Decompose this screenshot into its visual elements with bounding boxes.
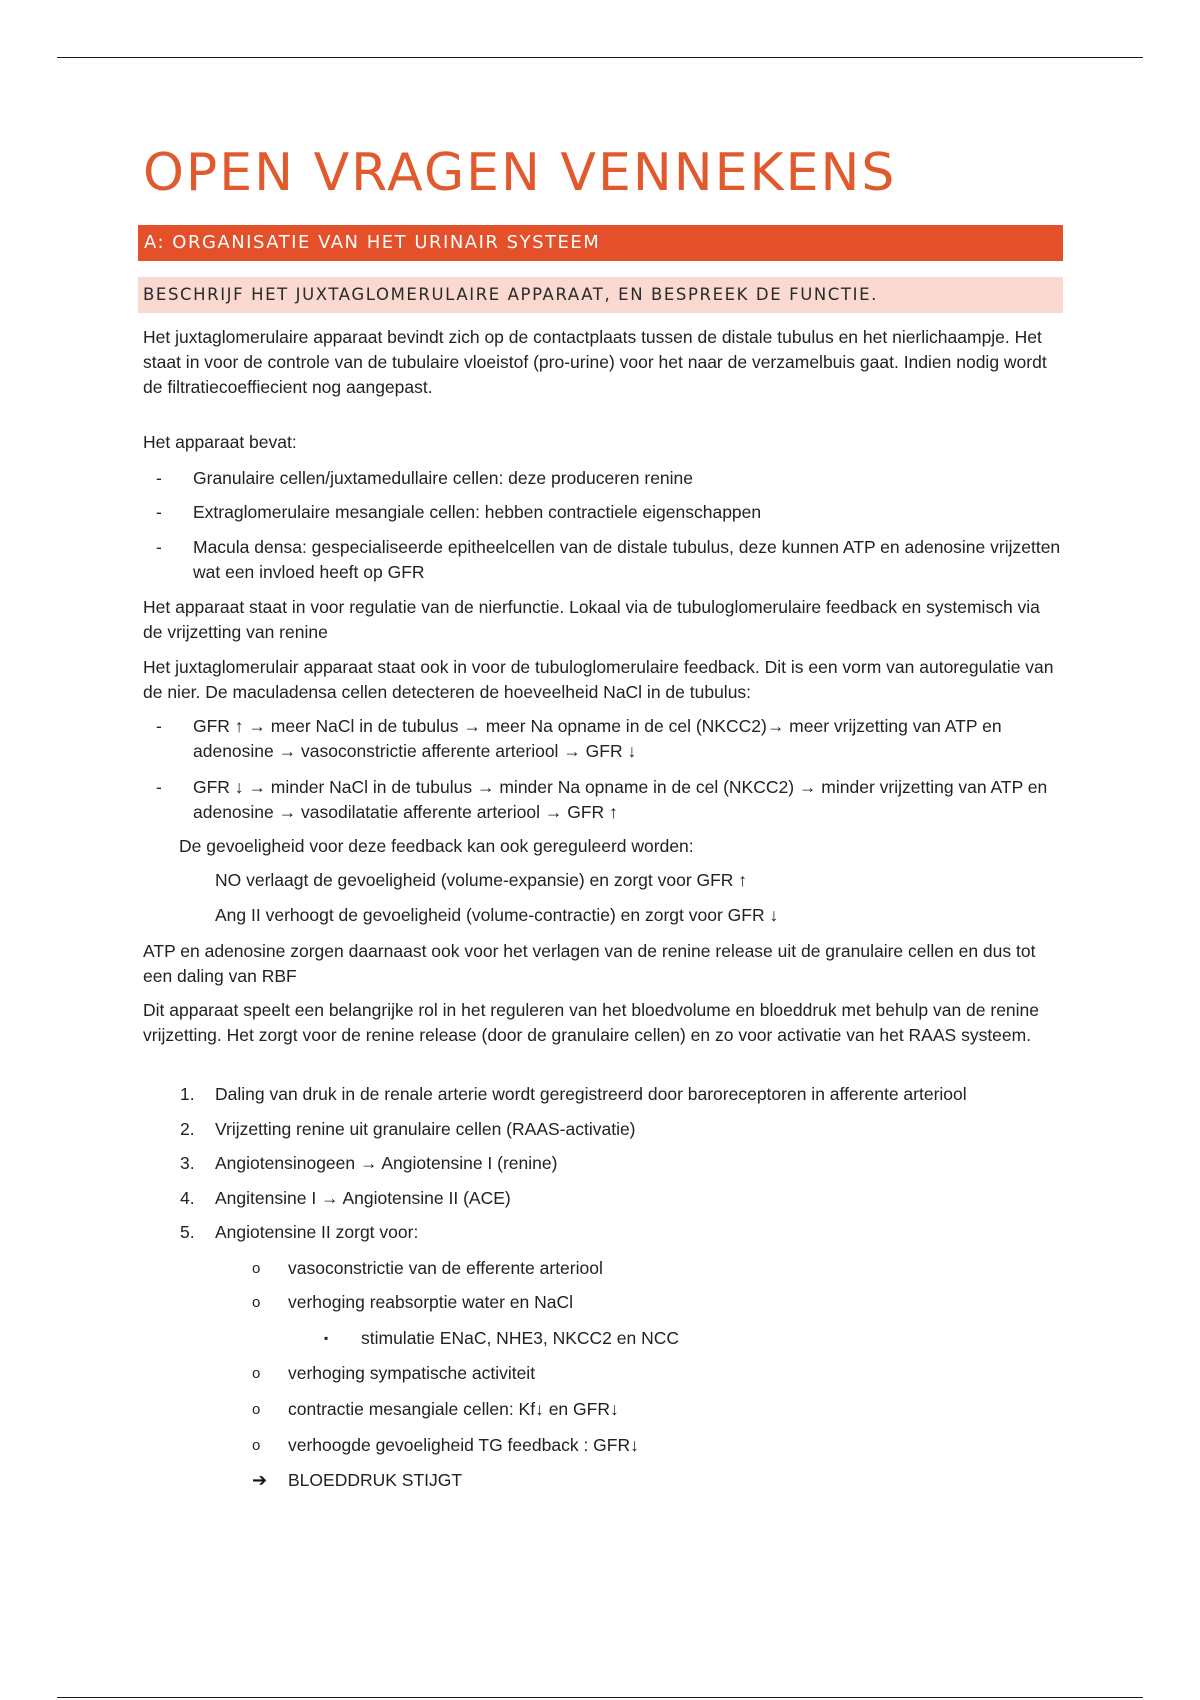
bullet-marker: - [156, 502, 162, 522]
list-item: GFR ↑ → meer NaCl in de tubulus → meer Na opname in de cel (NKCC2)→ meer vrijzetting van ATP en adenosine → vasoconstrictie afferente arteriool → GFR ↓ [193, 716, 1002, 761]
page-title: OPEN VRAGEN VENNEKENS [143, 143, 897, 203]
effect-item: vasoconstrictie van de efferente arteriool [288, 1258, 603, 1278]
contains-label: Het apparaat bevat: [143, 432, 297, 452]
tg-feedback-paragraph: Het juxtaglomerulair apparaat staat ook in voor de tubuloglomerulaire feedback. Dit is een vorm van autoregulatie van de nier. De maculadensa cellen detecteren de hoeveelheid NaCl in de tubulus: [143, 657, 1054, 702]
step-text: Angiotensinogeen → Angiotensine I (renine) [215, 1153, 558, 1173]
effect-item: contractie mesangiale cellen: Kf↓ en GFR↓ [288, 1399, 619, 1419]
bullet-marker: - [156, 777, 162, 797]
step-number: 3. [180, 1153, 195, 1173]
step-number: 4. [180, 1188, 195, 1208]
sensitivity-no: NO verlaagt de gevoeligheid (volume-expansie) en zorgt voor GFR ↑ [215, 870, 748, 890]
circle-bullet-icon: o [252, 1401, 261, 1418]
atp-paragraph: ATP en adenosine zorgen daarnaast ook voor het verlagen van de renine release uit de granulaire cellen en dus tot een daling van RBF [143, 941, 1036, 986]
sensitivity-ang: Ang II verhoogt de gevoeligheid (volume-contractie) en zorgt voor GFR ↓ [215, 905, 779, 925]
bloodvolume-paragraph: Dit apparaat speelt een belangrijke rol in het reguleren van het bloedvolume en bloeddruk met behulp van de renine vrijzetting. Het zorgt voor de renine release (door de granulaire cellen) en zo voor activatie van het RAAS systeem. [143, 1000, 1040, 1045]
bullet-marker: - [156, 537, 162, 557]
circle-bullet-icon: o [252, 1365, 261, 1382]
step-text: Angiotensine II zorgt voor: [215, 1222, 419, 1242]
list-item: Granulaire cellen/juxtamedullaire cellen: deze produceren renine [193, 468, 694, 488]
list-item: GFR ↓ → minder NaCl in de tubulus → minder Na opname in de cel (NKCC2) → minder vrijzetting van ATP en adenosine → vasodilatatie afferente arteriool → GFR ↑ [193, 777, 1048, 822]
step-text: Angitensine I → Angiotensine II (ACE) [215, 1188, 511, 1208]
step-text: Daling van druk in de renale arterie wordt geregistreerd door baroreceptoren in afferente arteriool [215, 1084, 967, 1104]
effect-item: verhoging reabsorptie water en NaCl [288, 1292, 574, 1312]
list-item: Extraglomerulaire mesangiale cellen: hebben contractiele eigenschappen [193, 502, 762, 522]
arrow-right-icon: ➔ [252, 1470, 268, 1490]
step-number: 2. [180, 1119, 195, 1139]
step-number: 1. [180, 1084, 195, 1104]
sensitivity-paragraph: De gevoeligheid voor deze feedback kan ook gereguleerd worden: [179, 836, 694, 856]
question-header: BESCHRIJF HET JUXTAGLOMERULAIRE APPARAAT, EN BESPREEK DE FUNCTIE. [138, 277, 1063, 313]
effect-item: verhoging sympatische activiteit [288, 1363, 536, 1383]
circle-bullet-icon: o [252, 1437, 261, 1454]
circle-bullet-icon: o [252, 1260, 261, 1277]
section-header: A: ORGANISATIE VAN HET URINAIR SYSTEEM [138, 225, 1063, 261]
step-text: Vrijzetting renine uit granulaire cellen (RAAS-activatie) [215, 1119, 636, 1139]
square-bullet-icon: ▪ [324, 1331, 329, 1345]
effect-item: verhoogde gevoeligheid TG feedback : GFR↓ [288, 1435, 639, 1455]
regulation-paragraph: Het apparaat staat in voor regulatie van de nierfunctie. Lokaal via de tubuloglomerulaire feedback en systemisch via de vrijzetting van renine [143, 597, 1040, 642]
bottom-rule [57, 1697, 1143, 1698]
step-number: 5. [180, 1222, 195, 1242]
circle-bullet-icon: o [252, 1294, 261, 1311]
conclusion-text: BLOEDDRUK STIJGT [288, 1470, 463, 1490]
list-item: Macula densa: gespecialiseerde epitheelcellen van de distale tubulus, deze kunnen ATP en adenosine vrijzetten wat een invloed heeft op GFR [193, 537, 1061, 582]
bullet-marker: - [156, 716, 162, 736]
sub-effect-item: stimulatie ENaC, NHE3, NKCC2 en NCC [361, 1328, 680, 1348]
intro-paragraph: Het juxtaglomerulaire apparaat bevindt zich op de contactplaats tussen de distale tubulus en het nierlichaampje. Het staat in voor de controle van de tubulaire vloeistof (pro-urine) voor het naar de verzamelbuis gaat. Indien nodig wordt de filtratiecoeffiecient nog aangepast. [143, 327, 1047, 397]
bullet-marker: - [156, 468, 162, 488]
top-rule [57, 57, 1143, 58]
